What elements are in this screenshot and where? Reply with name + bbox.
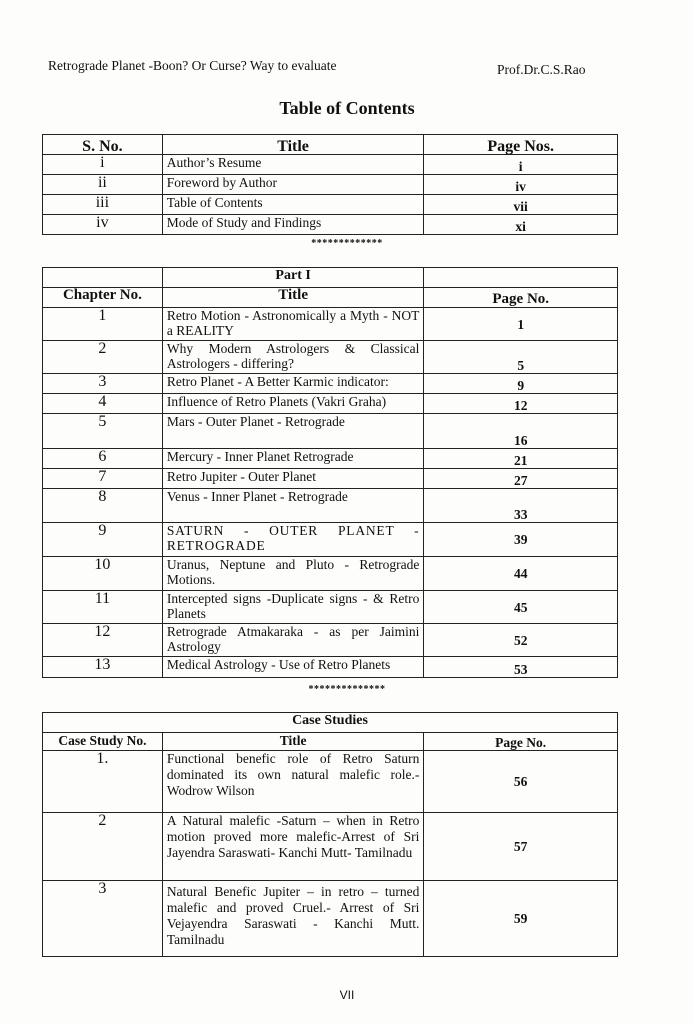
table-row bbox=[43, 489, 618, 523]
col-header-title: Title bbox=[162, 135, 424, 155]
row-title: Table of Contents bbox=[162, 195, 424, 215]
row-number: iv bbox=[43, 215, 163, 235]
row-title: Mercury - Inner Planet Retrograde bbox=[162, 449, 424, 469]
row-number: iii bbox=[43, 195, 163, 215]
row-number: 13 bbox=[43, 657, 163, 678]
table-row bbox=[43, 557, 618, 591]
row-title: Retro Jupiter - Outer Planet bbox=[162, 469, 424, 489]
row-number: 2 bbox=[43, 813, 163, 881]
row-number: 12 bbox=[43, 624, 163, 657]
row-title: Foreword by Author bbox=[162, 175, 424, 195]
row-page: 59 bbox=[424, 881, 618, 957]
table-row bbox=[43, 155, 618, 175]
row-number: 4 bbox=[43, 394, 163, 414]
col-header-case-no: Case Study No. bbox=[43, 733, 163, 751]
part-one-table bbox=[42, 267, 618, 678]
row-title: Why Modern Astrologers & Classical Astrologers - differing? bbox=[162, 341, 424, 374]
row-title: Mode of Study and Findings bbox=[162, 215, 424, 235]
row-page: 44 bbox=[424, 557, 618, 591]
row-title: Retro Planet - A Better Karmic indicator: bbox=[162, 374, 424, 394]
row-title: Retrograde Atmakaraka - as per Jaimini Astrology bbox=[162, 624, 424, 657]
table-row bbox=[43, 308, 618, 341]
row-number: 2 bbox=[43, 341, 163, 374]
row-number: 9 bbox=[43, 523, 163, 557]
col-header-sno: S. No. bbox=[43, 135, 163, 155]
table-row bbox=[43, 523, 618, 557]
row-number: 1 bbox=[43, 308, 163, 341]
col-header-title: Title bbox=[162, 288, 424, 308]
row-title: Retro Motion - Astronomically a Myth - NOT a REALITY bbox=[162, 308, 424, 341]
row-title: Functional benefic role of Retro Saturn dominated its own natural malefic role.- Wodrow Wilson bbox=[162, 751, 424, 813]
row-page: 9 bbox=[424, 374, 618, 394]
row-page: 12 bbox=[424, 394, 618, 414]
row-number: 10 bbox=[43, 557, 163, 591]
front-matter-table bbox=[42, 134, 618, 235]
table-row bbox=[43, 751, 618, 813]
row-page: 57 bbox=[424, 813, 618, 881]
row-number: i bbox=[43, 155, 163, 175]
row-page: 52 bbox=[424, 624, 618, 657]
table-row bbox=[43, 175, 618, 195]
row-number: 3 bbox=[43, 374, 163, 394]
row-page: 33 bbox=[424, 489, 618, 523]
row-page: 27 bbox=[424, 469, 618, 489]
row-page: vii bbox=[424, 195, 618, 215]
row-page: 56 bbox=[424, 751, 618, 813]
row-title: Intercepted signs -Duplicate signs - & Retro Planets bbox=[162, 591, 424, 624]
table-row bbox=[43, 414, 618, 449]
case-studies-table bbox=[42, 712, 618, 957]
row-number: 8 bbox=[43, 489, 163, 523]
row-title: Influence of Retro Planets (Vakri Graha) bbox=[162, 394, 424, 414]
page-title: Table of Contents bbox=[279, 98, 415, 118]
row-page: 5 bbox=[424, 341, 618, 374]
col-header-page: Page No. bbox=[424, 288, 618, 308]
col-header-title: Title bbox=[162, 733, 424, 751]
table-row bbox=[43, 394, 618, 414]
row-number: 3 bbox=[43, 881, 163, 957]
col-header-page: Page No. bbox=[424, 733, 618, 751]
row-page: xi bbox=[424, 215, 618, 235]
row-page: 53 bbox=[424, 657, 618, 678]
running-header-author: Prof.Dr.C.S.Rao bbox=[497, 62, 586, 77]
row-page: i bbox=[424, 155, 618, 175]
running-header-title: Retrograde Planet -Boon? Or Curse? Way to evaluate bbox=[48, 58, 337, 73]
row-page: 39 bbox=[424, 523, 618, 557]
table-row bbox=[43, 624, 618, 657]
table-row bbox=[43, 195, 618, 215]
row-title: Natural Benefic Jupiter – in retro – turned malefic and proved Cruel.- Arrest of Sri Vejayendra Saraswati - Kanchi Mutt. Tamilnadu bbox=[162, 881, 424, 957]
case-studies-heading: Case Studies bbox=[43, 713, 618, 733]
row-title: A Natural malefic -Saturn – when in Retro motion proved more malefic-Arrest of Sri Jayendra Saraswati- Kanchi Mutt- Tamilnadu bbox=[162, 813, 424, 881]
row-page: iv bbox=[424, 175, 618, 195]
table-row bbox=[43, 215, 618, 235]
row-title: Medical Astrology - Use of Retro Planets bbox=[162, 657, 424, 678]
separator-stars: ************* bbox=[311, 238, 383, 249]
row-number: 11 bbox=[43, 591, 163, 624]
page-number: VII bbox=[339, 988, 355, 1002]
row-title: Mars - Outer Planet - Retrograde bbox=[162, 414, 424, 449]
col-header-page: Page Nos. bbox=[424, 135, 618, 155]
table-row bbox=[43, 341, 618, 374]
row-number: 7 bbox=[43, 469, 163, 489]
separator-stars: ************** bbox=[308, 684, 386, 695]
table-row bbox=[43, 449, 618, 469]
row-number: ii bbox=[43, 175, 163, 195]
table-row bbox=[43, 591, 618, 624]
part-heading: Part I bbox=[162, 268, 424, 288]
table-row bbox=[43, 881, 618, 957]
row-title: Uranus, Neptune and Pluto - Retrograde Motions. bbox=[162, 557, 424, 591]
table-row bbox=[43, 374, 618, 394]
row-page: 16 bbox=[424, 414, 618, 449]
row-title: SATURN - OUTER PLANET - RETROGRADE bbox=[162, 523, 424, 557]
col-header-chapter: Chapter No. bbox=[43, 288, 163, 308]
table-row bbox=[43, 657, 618, 678]
row-title: Author’s Resume bbox=[162, 155, 424, 175]
row-number: 1. bbox=[43, 751, 163, 813]
row-number: 5 bbox=[43, 414, 163, 449]
table-row bbox=[43, 469, 618, 489]
row-page: 1 bbox=[424, 308, 618, 341]
row-page: 45 bbox=[424, 591, 618, 624]
row-title: Venus - Inner Planet - Retrograde bbox=[162, 489, 424, 523]
row-number: 6 bbox=[43, 449, 163, 469]
table-row bbox=[43, 813, 618, 881]
row-page: 21 bbox=[424, 449, 618, 469]
